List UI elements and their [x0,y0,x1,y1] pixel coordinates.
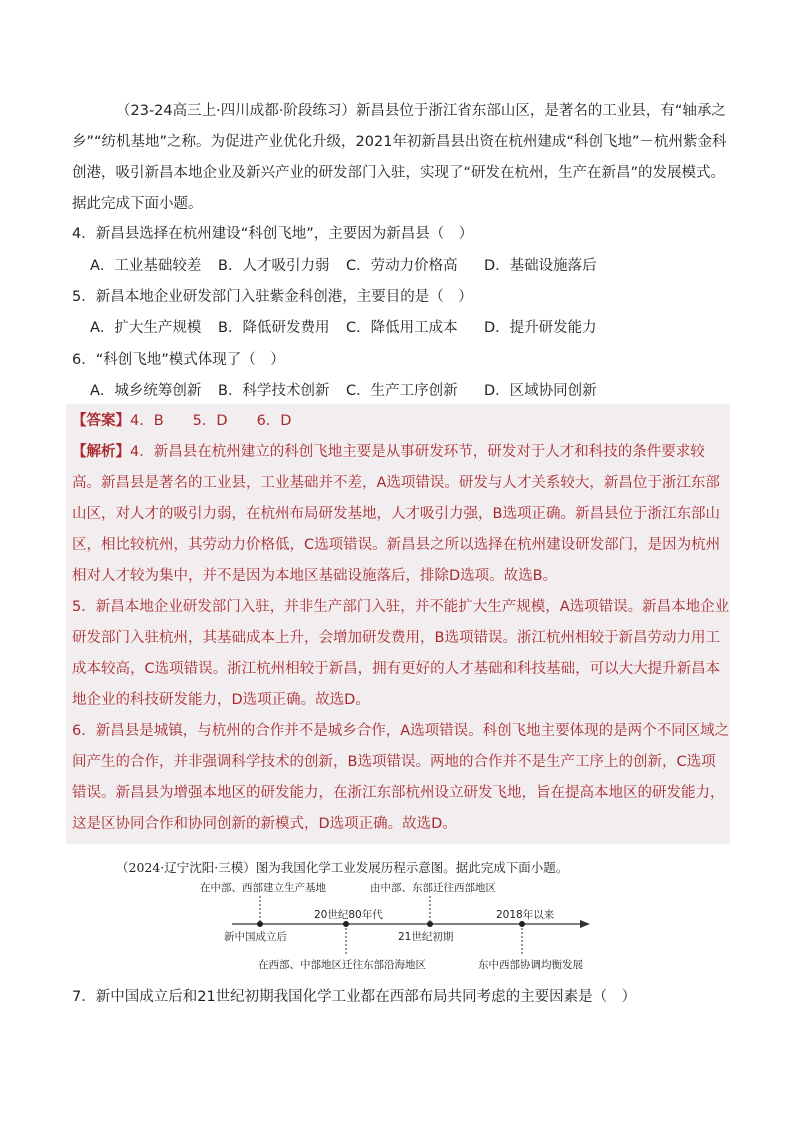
analysis-paragraph-1: 【解析】4．新昌县在杭州建立的科创飞地主要是从事研发环节，研发对于人才和科技的条件要求较高。新昌县是著名的工业县，工业基础并不差，A选项错误。研发与人才关系较大，新昌位于浙江东部山区，对人才的吸引力弱，在杭州布局研发基地，人才吸引力强，B选项正确。新昌县位于浙江东部山区，相比较杭州，其劳动力价格低，C选项错误。新昌县之所以选择在杭州建设研发部门，是因为杭州相对人才较为集中，并不是因为本地区基础设施落后，排除D选项。故选B。 [72,444,721,584]
option-c[interactable]: C．劳动力价格高 [346,258,458,274]
source-line-2: （2024·辽宁沈阳·三模）图为我国化学工业发展历程示意图。据此完成下面小题。 [116,860,569,875]
option-d[interactable]: D．基础设施落后 [484,258,597,274]
timeline-point-4 [519,921,525,927]
question-4-options [90,251,750,282]
option-b[interactable]: B．降低研发费用 [218,320,330,336]
option-a[interactable]: A．城乡统筹创新 [90,383,202,399]
answer-tag: 【答案】 [72,413,130,429]
question-5-stem: 5．新昌本地企业研发部门入驻紫金科创港，主要目的是（ ） [72,289,473,305]
timeline-point-1 [257,921,263,927]
analysis-tag: 【解析】 [72,444,130,460]
timeline-diagram [180,874,620,978]
era-label-1980s: 20世纪80年代 [314,909,383,921]
top-label-2: 由中部、东部迁往西部地区 [370,882,496,894]
option-d[interactable]: D．提升研发能力 [484,320,597,336]
question-7-stem: 7．新中国成立后和21世纪初期我国化学工业都在西部布局共同考虑的主要因素是（ ） [72,989,637,1005]
answer-line [72,406,730,437]
question-6-stem: 6．“科创飞地”模式体现了（ ） [72,352,285,368]
top-label-1: 在中部、西部建立生产基地 [200,882,326,894]
era-label-2018: 2018年以来 [496,909,555,921]
option-b[interactable]: B．人才吸引力弱 [218,258,330,274]
timeline-point-2 [343,921,349,927]
option-c[interactable]: C．生产工序创新 [346,383,458,399]
analysis-paragraph-3: 6．新昌县是城镇，与杭州的合作并不是城乡合作，A选项错误。科创飞地主要体现的是两个不同区域之间产生的合作，并非强调科学技术的创新，B选项错误。两地的合作并不是生产工序上的创新，C选项错误。新昌县为增强本地区的研发能力，在浙江东部杭州设立研发飞地，旨在提高本地区的研发能力，这是区协同合作和协同创新的新模式，D选项正确。故选D。 [72,723,730,832]
era-label-founding: 新中国成立后 [224,931,287,943]
option-a[interactable]: A．工业基础较差 [90,258,202,274]
answer-analysis-block [66,404,730,844]
question-5-options [90,313,750,344]
option-c[interactable]: C．降低用工成本 [346,320,458,336]
question-4-stem: 4．新昌县选择在杭州建设“科创飞地”，主要因为新昌县（ ） [72,226,474,242]
option-d[interactable]: D．区域协同创新 [484,383,597,399]
analysis-paragraph-2: 5．新昌本地企业研发部门入驻，并非生产部门入驻，并不能扩大生产规模，A选项错误。新昌本地企业研发部门入驻杭州，其基础成本上升，会增加研发费用，B选项错误。浙江杭州相较于新昌劳动力用工成本较高，C选项错误。浙江杭州相较于新昌，拥有更好的人才基础和科技基础，可以大大提升新昌本地企业的科技研发能力，D选项正确。故选D。 [72,599,730,708]
intro-paragraph: （23-24高三上·四川成都·阶段练习）新昌县位于浙江省东部山区，是著名的工业县，有“轴承之乡”“纺机基地”之称。为促进产业优化升级，2021年初新昌县出资在杭州建成“科创飞地”－杭州紫金科创港，吸引新昌本地企业及新兴产业的研发部门入驻，实现了“研发在杭州，生产在新昌”的发展模式。据此完成下面小题。 [72,103,727,212]
era-label-21st-century: 21世纪初期 [398,931,454,943]
question-6-options [90,376,750,407]
timeline-arrow-icon [580,920,590,928]
lower-label-2: 东中西部协调均衡发展 [478,959,583,971]
option-a[interactable]: A．扩大生产规模 [90,320,202,336]
answer-text: 4．B 5．D 6．D [130,413,292,429]
timeline-point-3 [427,921,433,927]
lower-label-1: 在西部、中部地区迁往东部沿海地区 [258,959,426,971]
option-b[interactable]: B．科学技术创新 [218,383,330,399]
